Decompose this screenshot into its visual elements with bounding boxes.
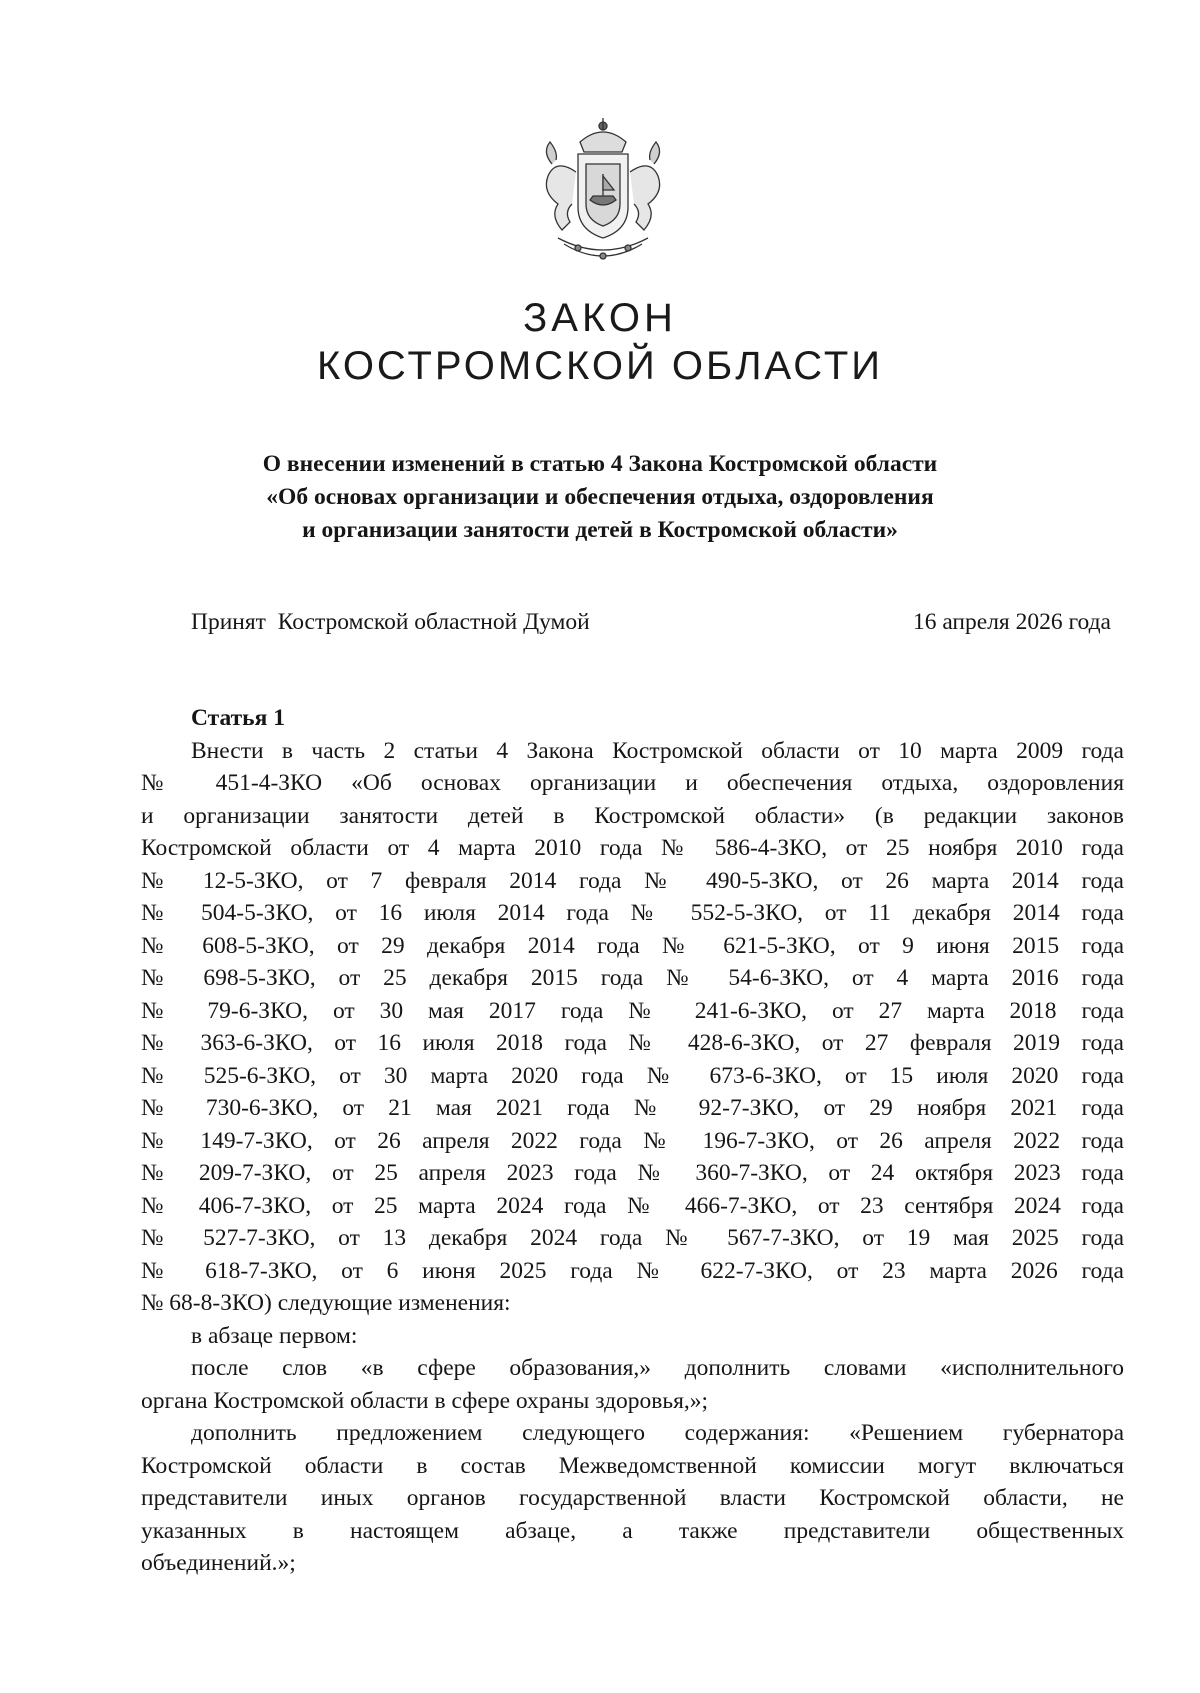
- text-line: № 79-6-ЗКО, от 30 мая 2017 года № 241-6-ЗКО, от 27 марта 2018 года: [141, 997, 1124, 1024]
- text-line: Внести в часть 2 статьи 4 Закона Костромской области от 10 марта 2009 года: [191, 737, 1124, 764]
- subject-line: и организации занятости детей в Костромской области»: [302, 517, 898, 543]
- paragraph-after-words: [141, 1352, 1124, 1417]
- text-line: объединений.»;: [141, 1550, 296, 1576]
- text-line: указанных в настоящем абзаце, а также представители общественных: [141, 1517, 1124, 1544]
- article-title: Статья 1: [191, 705, 285, 731]
- text-line: № 504-5-ЗКО, от 16 июля 2014 года № 552-5-ЗКО, от 11 декабря 2014 года: [141, 900, 1124, 926]
- text-line: после слов «в сфере образования,» дополнить словами «исполнительного: [191, 1355, 1124, 1381]
- text-line: представители иных органов государственной власти Костромской области, не: [141, 1485, 1124, 1511]
- adoption-row: [191, 609, 1111, 636]
- subject-line: «Об основах организации и обеспечения отдыха, оздоровления: [266, 484, 934, 510]
- paragraph-first-clause: [141, 1320, 1124, 1353]
- text-line: органа Костромской области в сфере охраны здоровья,»;: [141, 1387, 709, 1414]
- coat-of-arms-emblem: [518, 112, 688, 267]
- paragraph-add-sentence: [141, 1417, 1124, 1580]
- article-intro-paragraph: [141, 735, 1124, 1320]
- text-line: дополнить предложением следующего содержания: «Решением губернатора: [191, 1420, 1124, 1446]
- text-line: № 525-6-ЗКО, от 30 марта 2020 года № 673-6-ЗКО, от 15 июля 2020 года: [141, 1062, 1124, 1089]
- text-line: № 149-7-ЗКО, от 26 апреля 2022 года № 196-7-ЗКО, от 26 апреля 2022 года: [141, 1127, 1124, 1154]
- text-line: № 698-5-ЗКО, от 25 декабря 2015 года № 54-6-ЗКО, от 4 марта 2016 года: [141, 965, 1124, 991]
- text-line: № 68-8-ЗКО) следующие изменения:: [141, 1290, 511, 1316]
- text-line: № 363-6-ЗКО, от 16 июля 2018 года № 428-6-ЗКО, от 27 февраля 2019 года: [141, 1030, 1124, 1056]
- article-body: [141, 702, 1124, 1580]
- text-line: и организации занятости детей в Костромской области» (в редакции законов: [141, 802, 1124, 829]
- adoption-date: 16 апреля 2026 года: [912, 609, 1111, 635]
- text-line: Костромской области от 4 марта 2010 года № 586-4-ЗКО, от 25 ноября 2010 года: [141, 835, 1124, 861]
- text-line: № 406-7-ЗКО, от 25 марта 2024 года № 466-7-ЗКО, от 23 сентября 2024 года: [141, 1192, 1124, 1219]
- region-heading: КОСТРОМСКОЙ ОБЛАСТИ: [316, 344, 884, 388]
- text-line: № 209-7-ЗКО, от 25 апреля 2023 года № 360-7-ЗКО, от 24 октября 2023 года: [141, 1160, 1124, 1186]
- law-subject-title: [150, 448, 1050, 547]
- subject-line: О внесении изменений в статью 4 Закона Костромской области: [262, 451, 938, 477]
- text-line: № 618-7-ЗКО, от 6 июня 2025 года № 622-7-ЗКО, от 23 марта 2026 года: [141, 1257, 1124, 1284]
- text-line: № 730-6-ЗКО, от 21 мая 2021 года № 92-7-ЗКО, от 29 ноября 2021 года: [141, 1095, 1124, 1121]
- law-heading: ЗАКОН: [523, 296, 677, 340]
- text-line: № 527-7-ЗКО, от 13 декабря 2024 года № 567-7-ЗКО, от 19 мая 2025 года: [141, 1225, 1124, 1251]
- text-line: Костромской области в состав Межведомственной комиссии могут включаться: [141, 1452, 1124, 1479]
- text-line: № 451-4-ЗКО «Об основах организации и обеспечения отдыха, оздоровления: [141, 770, 1124, 796]
- text-line: № 12-5-ЗКО, от 7 февраля 2014 года № 490-5-ЗКО, от 26 марта 2014 года: [141, 867, 1124, 894]
- text-line: в абзаце первом:: [191, 1322, 358, 1349]
- adoption-text: Принят Костромской областной Думой: [191, 609, 590, 635]
- text-line: № 608-5-ЗКО, от 29 декабря 2014 года № 621-5-ЗКО, от 9 июня 2015 года: [141, 932, 1124, 959]
